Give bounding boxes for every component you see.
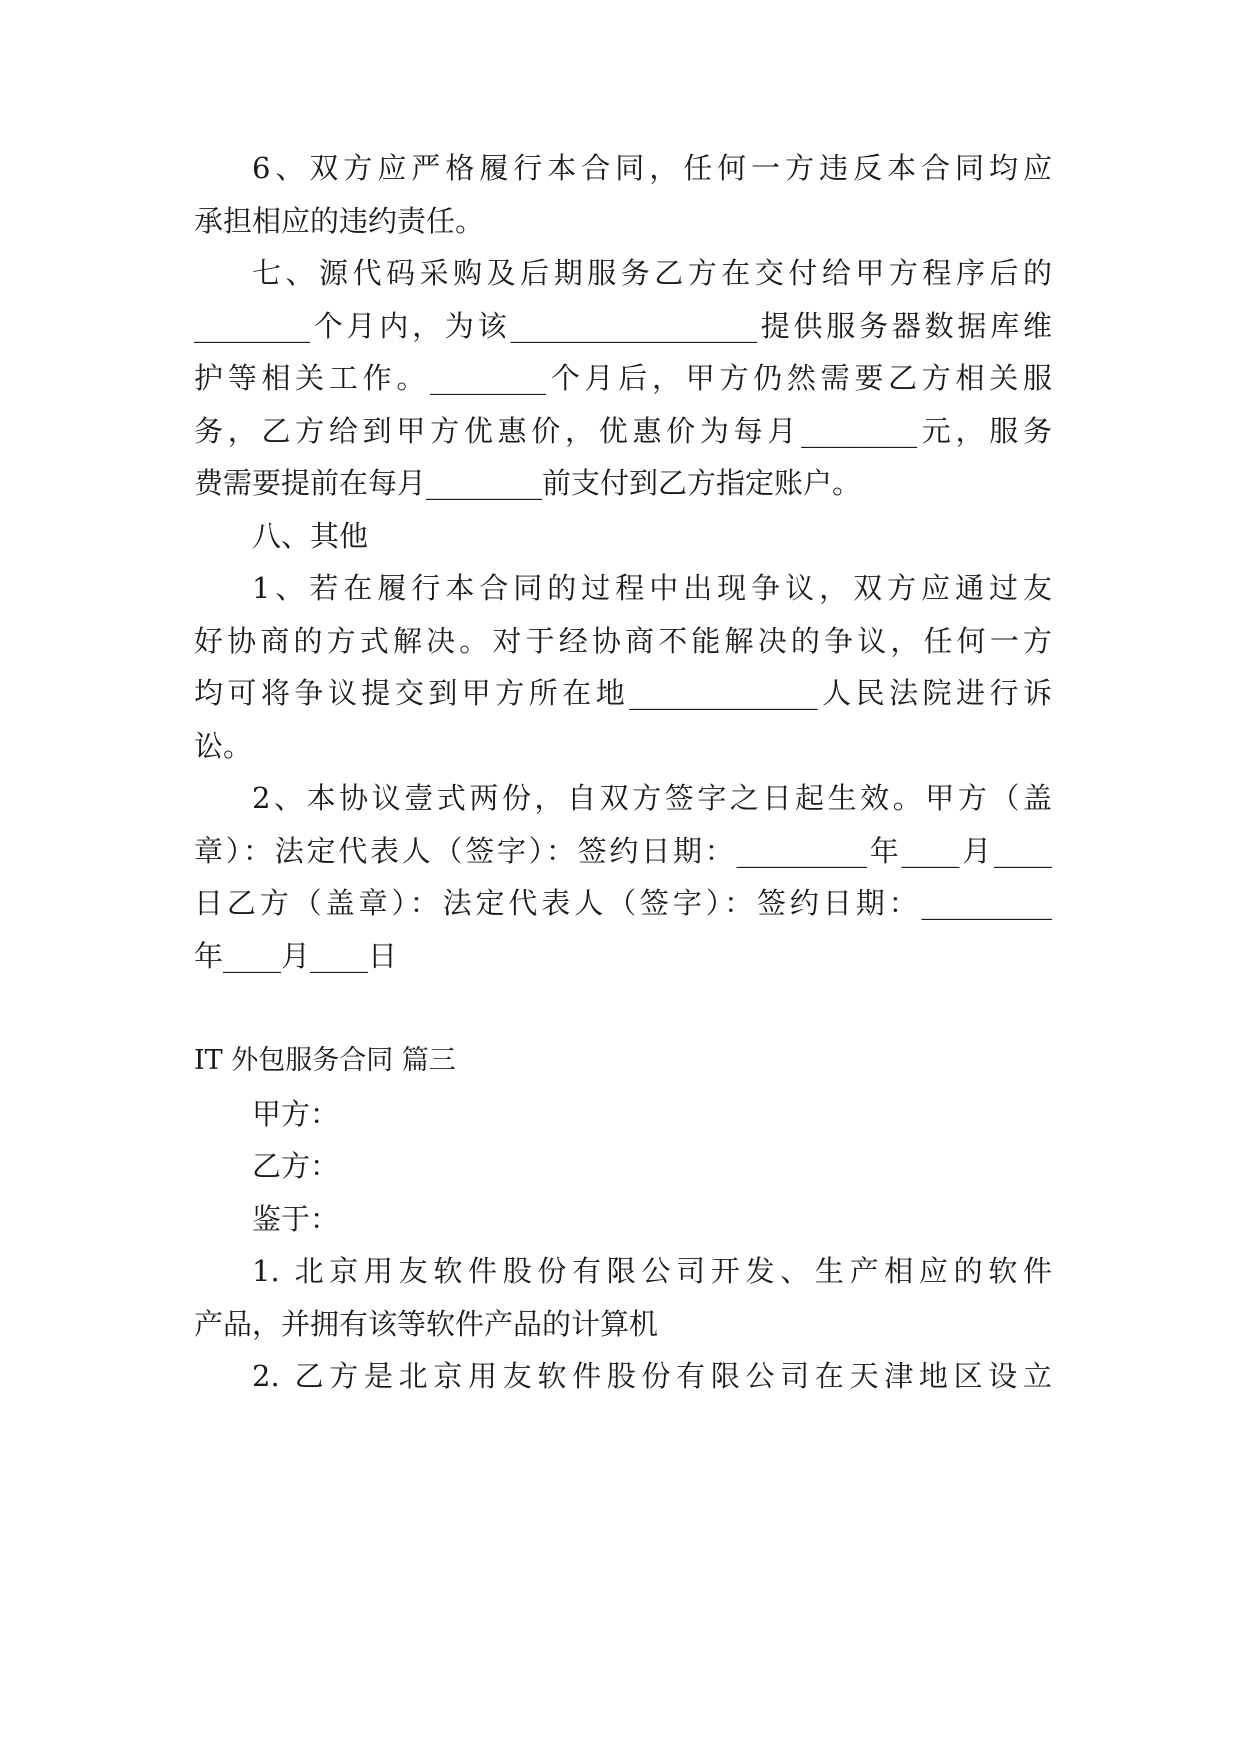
text-line: 年____月____日	[194, 939, 398, 973]
text-line: 均可将争议提交到甲方所在地_____________人民法院进行诉	[194, 676, 1052, 710]
text-line: 护等相关工作。________个月后，甲方仍然需要乙方相关服	[194, 361, 1052, 395]
text-line: 2、本协议壹式两份，自双方签字之日起生效。甲方（盖	[252, 781, 1052, 815]
text-line: 1、若在履行本合同的过程中出现争议，双方应通过友	[252, 571, 1052, 605]
text-line: 好协商的方式解决。对于经协商不能解决的争议，任何一方	[194, 624, 1052, 658]
whereas-label: 鉴于：	[252, 1202, 340, 1236]
section-title: IT 外包服务合同 篇三	[194, 1045, 456, 1076]
text-line: 章）：法定代表人（签字）：签约日期：_________年____月____	[194, 834, 1052, 868]
text-line: 费需要提前在每月________前支付到乙方指定账户。	[194, 466, 862, 500]
text-line: 七、源代码采购及后期服务乙方在交付给甲方程序后的	[252, 256, 1052, 290]
text-line: 1. 北京用友软件股份有限公司开发、生产相应的软件	[252, 1254, 1052, 1288]
text-line: 6、双方应严格履行本合同，任何一方违反本合同均应	[252, 151, 1052, 185]
text-line: 日乙方（盖章）：法定代表人（签字）：签约日期：_________	[194, 886, 1052, 920]
text-line: 讼。	[194, 729, 253, 763]
text-line: 2. 乙方是北京用友软件股份有限公司在天津地区设立	[252, 1359, 1052, 1393]
text-line: 产品，并拥有该等软件产品的计算机	[194, 1307, 659, 1341]
text-line: 务，乙方给到甲方优惠价，优惠价为每月________元，服务	[194, 414, 1052, 448]
text-line: 承担相应的违约责任。	[194, 204, 485, 238]
text-line: ________个月内，为该_________________提供服务器数据库维	[194, 309, 1052, 343]
party-b-label: 乙方：	[252, 1149, 340, 1183]
section-heading: 八、其他	[252, 519, 369, 553]
party-a-label: 甲方：	[252, 1097, 340, 1131]
